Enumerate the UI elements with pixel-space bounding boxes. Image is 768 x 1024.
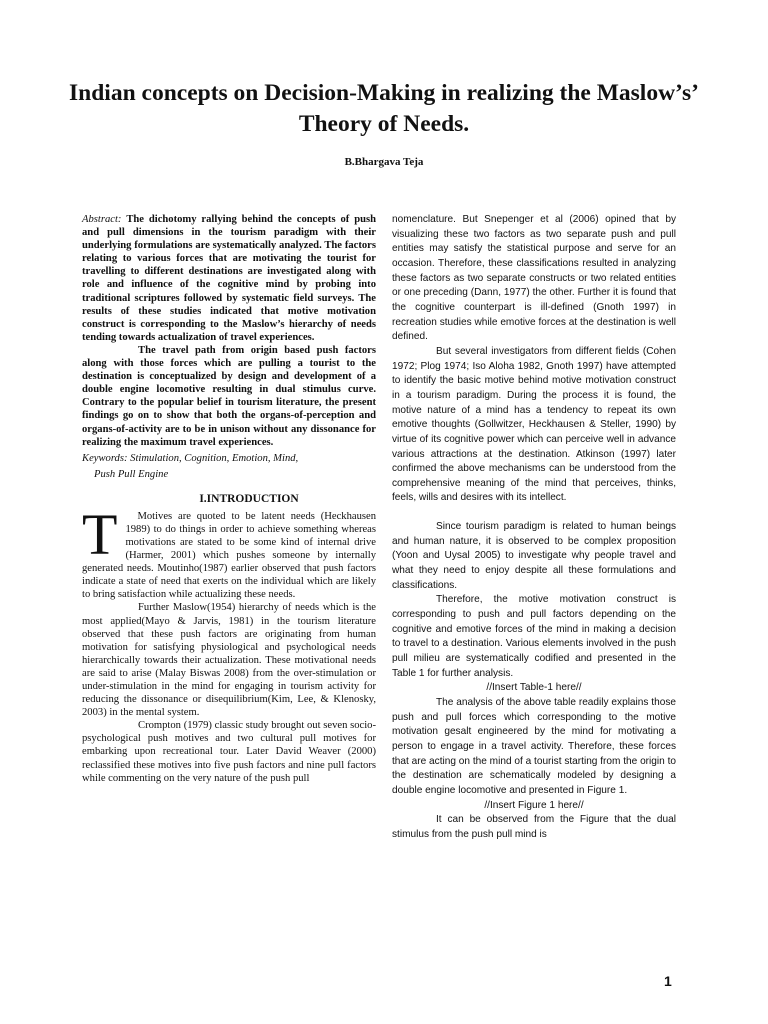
right-paragraph-2: But several investigators from different fields (Cohen 1972; Plog 1974; Iso Aloha 1982, Gnoth 1997) have attempted to identify the basic motive behind motive motivation construct in a tourism paradigm. During the process it is found, the motive nature of a mind has a tendency to repeat its own emotive thoughts (Gollwitzer, Heckhausen & Steller, 1990) by virtue of its cognitive power which can perceive well in advance various attractions at the destination. Atkinson (1997) later confirmed the above mechanisms can be understood from the comprehensive meaning of the mind that perceives, thinks, feels, wills and desires with its intellect. <box>392 345 676 504</box>
introduction-body <box>82 501 376 785</box>
drop-cap: T <box>82 501 118 567</box>
keywords-line: Keywords: Stimulation, Cognition, Emotion, Mind, <box>82 452 299 464</box>
abstract-text: The dichotomy rallying behind the concepts of push and pull dimensions in the tourism paradigm with their underlying formulations are systematically analyzed. The factors relating to various forces that are motivating the tourist for travelling to different destinations are investigated along with role and influence of the cognitive mind by probing into traditional scriptures followed by systematic field surveys. The results of these studies indicated that motive motivation construct is corresponding to the Maslow’s hierarchy of needs tending towards actualization of travel experiences. <box>82 214 376 343</box>
abstract-label: Abstract: <box>82 214 122 225</box>
intro-paragraph-3: Crompton (1979) classic study brought out seven socio-psychological push motives and two cultural pull motives for embarking upon recreational tour. Later David Weaver (2000) reclassified these motives into five push factors and nine pull factors while commenting on the very nature of the push pull <box>82 720 376 784</box>
paragraph-gap <box>392 506 676 520</box>
paper-title: Indian concepts on Decision-Making in realizing the Maslow’s’ Theory of Needs. <box>69 80 699 137</box>
intro-paragraph-2: Further Maslow(1954) hierarchy of needs which is the most applied(Mayo & Jarvis, 1981) in the tourism literature observed that these push factors are originating from human motivation for satisfying physiological and psychological needs hierarchically towards their actualization. These motivational needs are said to arise (Malay Biswas 2008) from the over-stimulation or under-stimulation in the mind for engaging in tourism activity for reducing the dissonance or disequilibrium(Kim, Lee, & Klenosky, 2003) in the mental system. <box>82 602 376 719</box>
right-paragraph-5: The analysis of the above table readily explains those push and pull forces which corresponding to the motive motivation gesalt engineered by the mind for motivating a person to engage in a travel activity. Therefore, these forces that are acting on the mind of a tourist starting from the origin to the destination are schematically modeled by designing a double engine locomotive and presented in Figure 1. <box>392 697 676 796</box>
insert-table-note: //Insert Table-1 here// <box>486 682 582 694</box>
right-paragraph-4: Therefore, the motive motivation construct is corresponding to push and pull factors depending on the cognitive and emotive forces of the mind in making a decision to travel to a destination. Various elements involved in the push pull milieu are systematically codified and presented in the Table 1 for further analysis. <box>392 594 676 679</box>
section-heading-introduction: I.INTRODUCTION <box>199 492 299 505</box>
paper-author: B.Bhargava Teja <box>344 156 424 168</box>
right-paragraph-3: Since tourism paradigm is related to human beings and human nature, it is observed to be complex proposition (Yoon and Uysal 2005) to investigate why people travel and what they need to enjoy despite all these formulations and classifications. <box>392 521 676 591</box>
abstract-paragraph <box>82 213 376 344</box>
insert-figure-note: //Insert Figure 1 here// <box>484 799 584 811</box>
abstract-paragraph-2: The travel path from origin based push factors along with those forces which are pulling a tourist to the destination is conceptualized by design and development of a double engine locomotive resulting in dual stimulus curve. Contrary to the popular belief in tourism literature, the present findings go on to show that both the organs-of-perception and organs-of-activity are to be in unison without any dissonance for realizing the maximum travel experiences. <box>82 344 376 448</box>
keywords-line-2: Push Pull Engine <box>94 468 169 480</box>
right-column <box>392 213 676 843</box>
right-paragraph-6: It can be observed from the Figure that the dual stimulus from the push pull mind is <box>392 814 676 840</box>
page-number: 1 <box>664 973 672 989</box>
right-paragraph-1: nomenclature. But Snepenger et al (2006) opined that by visualizing these two factors as two separate push and pull entities may satisfy the statistical purpose and serve for an occasion. Therefore, these classifications resulted in analyzing these factors as two separate constructs or two related entities or one preceding (Dann, 1977) the other. Further it is found that the cognitive counterpart is ill-defined (Gnoth 1997) in recreation studies while emotive forces at the destination is well defined. <box>392 214 676 343</box>
intro-paragraph-1: Motives are quoted to be latent needs (Heckhausen 1989) to do things in order to achieve something whereas motivations are stated to be some kind of internal drive (Harmer, 2001) which pushes someone by internally generated needs. Moutinho(1987) earlier observed that push factors indicate a state of need that exerts on the individual which are likely to bring satisfaction while actualizing these needs. <box>82 510 376 601</box>
left-column <box>82 213 376 785</box>
